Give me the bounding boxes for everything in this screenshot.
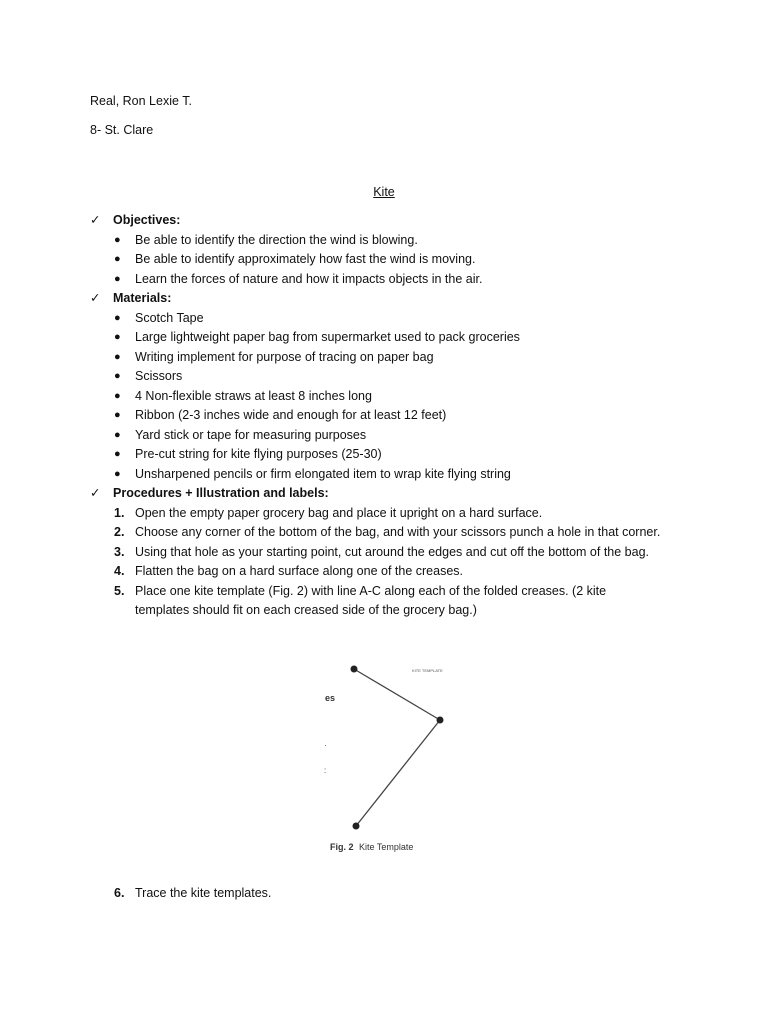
bullet-icon: ● (114, 448, 121, 460)
list-item: ● Writing implement for purpose of tracing on paper bag (90, 348, 690, 368)
procedure-step: 5. Place one kite template (Fig. 2) with line A-C along each of the folded creases. (2 kite templates should fit on each creased side of the grocery bag.) (114, 583, 607, 617)
checkmark-icon: ✓ (90, 213, 101, 227)
bullet-icon: ● (114, 331, 121, 343)
procedure-step: 2. Choose any corner of the bottom of the bag, and with your scissors punch a hole in that corner. (114, 525, 661, 539)
procedure-step-6-text: Trace the kite templates. (135, 886, 272, 900)
list-item: ● Scotch Tape (90, 309, 690, 329)
procedure-step: 3. Using that hole as your starting point, cut around the edges and cut off the bottom of the bag. (114, 544, 649, 559)
checkmark-icon: ✓ (90, 291, 101, 305)
kite-point-top (351, 666, 358, 673)
list-item: ● Large lightweight paper bag from supermarket used to pack groceries (90, 328, 690, 348)
list-item: ● Be able to identify approximately how fast the wind is moving. (90, 250, 690, 270)
kite-template-diagram (322, 655, 452, 855)
bullet-icon: ● (114, 272, 121, 285)
figure-label: Fig. 2 (330, 842, 354, 852)
content-list (90, 211, 690, 621)
procedure-step: 4. Flatten the bag on a hard surface along one of the creases. (114, 564, 463, 578)
list-item: ● Ribbon (2-3 inches wide and enough for at least 12 feet) (90, 406, 690, 426)
bullet-icon: ● (114, 253, 121, 265)
figure-caption-text: Kite Template (359, 842, 414, 852)
bullet-icon: ● (114, 350, 121, 363)
bullet-icon: ● (114, 428, 121, 441)
title-text: Kite (373, 185, 395, 199)
list-item: ● Unsharpened pencils or firm elongated item to wrap kite flying string (90, 465, 690, 485)
kite-template-figure (322, 655, 452, 855)
list-item: ● Yard stick or tape for measuring purposes (90, 426, 690, 446)
list-item: ● Learn the forces of nature and how it impacts objects in the air. (90, 270, 690, 290)
student-name: Real, Ron Lexie T. (90, 94, 192, 108)
figure-tick-mark: · (324, 741, 327, 750)
list-item: ● Be able to identify the direction the wind is blowing. (90, 231, 690, 251)
figure-left-fragment: es (325, 693, 336, 703)
bullet-icon: ● (114, 370, 121, 382)
class-section: 8- St. Clare (90, 123, 154, 137)
materials-heading: ✓ Materials: (90, 289, 690, 309)
kite-point-middle (437, 717, 444, 724)
figure-corner-text: KITE TEMPLATE (412, 668, 443, 673)
kite-point-bottom (353, 823, 360, 830)
objectives-heading: ✓ Objectives: (90, 211, 690, 231)
list-item: ● 4 Non-flexible straws at least 8 inches long (90, 387, 690, 407)
list-item: ● Pre-cut string for kite flying purposes (25-30) (90, 445, 690, 465)
checkmark-icon: ✓ (90, 486, 101, 500)
procedure-step-6-num: 6. (114, 886, 125, 900)
figure-tick-mark: : (324, 766, 327, 775)
kite-edge-bottom (356, 720, 440, 826)
bullet-icon: ● (114, 467, 121, 480)
bullet-icon: ● (114, 233, 121, 246)
bullet-icon: ● (114, 389, 121, 402)
page-title (0, 183, 768, 202)
figure-caption (330, 842, 413, 852)
bullet-icon: ● (114, 409, 121, 421)
bullet-icon: ● (114, 311, 121, 324)
procedure-step: 1. Open the empty paper grocery bag and place it upright on a hard surface. (114, 505, 543, 520)
procedures-heading: ✓ Procedures + Illustration and labels: (90, 484, 690, 504)
list-item: ● Scissors (90, 367, 690, 387)
kite-edge-top (354, 669, 440, 720)
